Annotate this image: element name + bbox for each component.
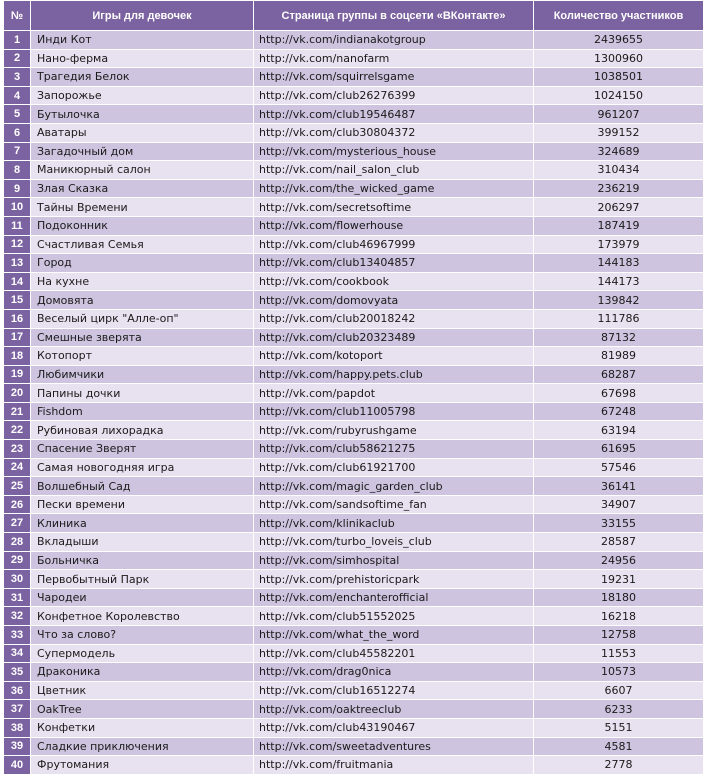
row-number: 31 [4, 588, 31, 607]
member-count: 5151 [534, 718, 704, 737]
game-name: Любимчики [31, 365, 254, 384]
group-url: http://vk.com/flowerhouse [254, 216, 534, 235]
row-number: 7 [4, 142, 31, 161]
table-row [4, 384, 704, 403]
member-count: 1024150 [534, 86, 704, 105]
table-row [4, 551, 704, 570]
table-row [4, 347, 704, 366]
game-name: Нано-ферма [31, 49, 254, 68]
header-count: Количество участников [534, 1, 704, 31]
group-url: http://vk.com/club20323489 [254, 328, 534, 347]
group-url: http://vk.com/the_wicked_game [254, 179, 534, 198]
member-count: 961207 [534, 105, 704, 124]
group-url: http://vk.com/simhospital [254, 551, 534, 570]
row-number: 32 [4, 607, 31, 626]
member-count: 16218 [534, 607, 704, 626]
row-number: 2 [4, 49, 31, 68]
table-row [4, 272, 704, 291]
row-number: 28 [4, 533, 31, 552]
header-url: Страница группы в соцсети «ВКонтакте» [254, 1, 534, 31]
row-number: 13 [4, 254, 31, 273]
member-count: 187419 [534, 216, 704, 235]
game-name: Запорожье [31, 86, 254, 105]
table-row [4, 700, 704, 719]
member-count: 310434 [534, 161, 704, 180]
game-name: Что за слово? [31, 626, 254, 645]
table-row [4, 309, 704, 328]
row-number: 29 [4, 551, 31, 570]
group-url: http://vk.com/cookbook [254, 272, 534, 291]
group-url: http://vk.com/fruitmania [254, 756, 534, 775]
group-url: http://vk.com/club20018242 [254, 309, 534, 328]
member-count: 67698 [534, 384, 704, 403]
row-number: 12 [4, 235, 31, 254]
game-name: Больничка [31, 551, 254, 570]
member-count: 19231 [534, 570, 704, 589]
group-url: http://vk.com/secretsoftime [254, 198, 534, 217]
table-row [4, 495, 704, 514]
table-row [4, 514, 704, 533]
row-number: 23 [4, 440, 31, 459]
group-url: http://vk.com/club61921700 [254, 458, 534, 477]
group-url: http://vk.com/kotoport [254, 347, 534, 366]
group-url: http://vk.com/club16512274 [254, 681, 534, 700]
game-name: Котопорт [31, 347, 254, 366]
row-number: 39 [4, 737, 31, 756]
game-name: Домовята [31, 291, 254, 310]
table-row [4, 216, 704, 235]
group-url: http://vk.com/club26276399 [254, 86, 534, 105]
table-row [4, 291, 704, 310]
row-number: 22 [4, 421, 31, 440]
row-number: 6 [4, 123, 31, 142]
row-number: 37 [4, 700, 31, 719]
row-number: 20 [4, 384, 31, 403]
group-url: http://vk.com/club43190467 [254, 718, 534, 737]
table-row [4, 105, 704, 124]
game-name: Смешные зверята [31, 328, 254, 347]
member-count: 61695 [534, 440, 704, 459]
group-url: http://vk.com/club45582201 [254, 644, 534, 663]
row-number: 1 [4, 31, 31, 50]
group-url: http://vk.com/klinikaclub [254, 514, 534, 533]
game-name: Бутылочка [31, 105, 254, 124]
group-url: http://vk.com/papdot [254, 384, 534, 403]
member-count: 111786 [534, 309, 704, 328]
row-number: 40 [4, 756, 31, 775]
member-count: 34907 [534, 495, 704, 514]
game-name: Чародеи [31, 588, 254, 607]
table-row [4, 588, 704, 607]
table-row [4, 161, 704, 180]
table-row [4, 123, 704, 142]
group-url: http://vk.com/nanofarm [254, 49, 534, 68]
row-number: 3 [4, 68, 31, 87]
header-game: Игры для девочек [31, 1, 254, 31]
member-count: 81989 [534, 347, 704, 366]
game-name: Тайны Времени [31, 198, 254, 217]
header-num: № [4, 1, 31, 31]
game-name: Вкладыши [31, 533, 254, 552]
table-row [4, 198, 704, 217]
group-url: http://vk.com/happy.pets.club [254, 365, 534, 384]
group-url: http://vk.com/club11005798 [254, 402, 534, 421]
member-count: 12758 [534, 626, 704, 645]
game-name: OakTree [31, 700, 254, 719]
group-url: http://vk.com/domovyata [254, 291, 534, 310]
group-url: http://vk.com/enchanterofficial [254, 588, 534, 607]
row-number: 8 [4, 161, 31, 180]
member-count: 236219 [534, 179, 704, 198]
member-count: 144183 [534, 254, 704, 273]
game-name: На кухне [31, 272, 254, 291]
member-count: 63194 [534, 421, 704, 440]
row-number: 30 [4, 570, 31, 589]
row-number: 9 [4, 179, 31, 198]
table-row [4, 644, 704, 663]
table-row [4, 663, 704, 682]
table-row [4, 179, 704, 198]
group-url: http://vk.com/turbo_loveis_club [254, 533, 534, 552]
game-name: Пески времени [31, 495, 254, 514]
table-row [4, 254, 704, 273]
game-name: Волшебный Сад [31, 477, 254, 496]
game-name: Драконика [31, 663, 254, 682]
row-number: 15 [4, 291, 31, 310]
row-number: 11 [4, 216, 31, 235]
member-count: 68287 [534, 365, 704, 384]
member-count: 36141 [534, 477, 704, 496]
group-url: http://vk.com/what_the_word [254, 626, 534, 645]
member-count: 87132 [534, 328, 704, 347]
game-name: Конфетное Королевство [31, 607, 254, 626]
table-row [4, 626, 704, 645]
row-number: 14 [4, 272, 31, 291]
member-count: 18180 [534, 588, 704, 607]
member-count: 28587 [534, 533, 704, 552]
game-name: Веселый цирк "Алле-оп" [31, 309, 254, 328]
row-number: 26 [4, 495, 31, 514]
row-number: 38 [4, 718, 31, 737]
group-url: http://vk.com/club51552025 [254, 607, 534, 626]
member-count: 10573 [534, 663, 704, 682]
member-count: 144173 [534, 272, 704, 291]
table-row [4, 718, 704, 737]
header-row [4, 1, 704, 31]
table-row [4, 365, 704, 384]
vk-groups-table [3, 0, 704, 775]
game-name: Fishdom [31, 402, 254, 421]
game-name: Аватары [31, 123, 254, 142]
table-row [4, 235, 704, 254]
row-number: 16 [4, 309, 31, 328]
member-count: 1300960 [534, 49, 704, 68]
table-row [4, 458, 704, 477]
row-number: 5 [4, 105, 31, 124]
group-url: http://vk.com/drag0nica [254, 663, 534, 682]
group-url: http://vk.com/mysterious_house [254, 142, 534, 161]
member-count: 324689 [534, 142, 704, 161]
table-row [4, 737, 704, 756]
game-name: Сладкие приключения [31, 737, 254, 756]
member-count: 11553 [534, 644, 704, 663]
row-number: 35 [4, 663, 31, 682]
game-name: Подоконник [31, 216, 254, 235]
row-number: 25 [4, 477, 31, 496]
game-name: Загадочный дом [31, 142, 254, 161]
group-url: http://vk.com/sandsoftime_fan [254, 495, 534, 514]
table-row [4, 402, 704, 421]
row-number: 36 [4, 681, 31, 700]
game-name: Первобытный Парк [31, 570, 254, 589]
game-name: Супермодель [31, 644, 254, 663]
member-count: 2439655 [534, 31, 704, 50]
game-name: Папины дочки [31, 384, 254, 403]
group-url: http://vk.com/nail_salon_club [254, 161, 534, 180]
game-name: Маникюрный салон [31, 161, 254, 180]
member-count: 57546 [534, 458, 704, 477]
table-row [4, 31, 704, 50]
game-name: Конфетки [31, 718, 254, 737]
member-count: 399152 [534, 123, 704, 142]
table-row [4, 477, 704, 496]
table-body [4, 31, 704, 775]
table-row [4, 756, 704, 775]
group-url: http://vk.com/indianakotgroup [254, 31, 534, 50]
row-number: 34 [4, 644, 31, 663]
row-number: 18 [4, 347, 31, 366]
table-row [4, 607, 704, 626]
table-row [4, 142, 704, 161]
table-row [4, 533, 704, 552]
member-count: 67248 [534, 402, 704, 421]
group-url: http://vk.com/prehistoricpark [254, 570, 534, 589]
member-count: 6233 [534, 700, 704, 719]
game-name: Спасение Зверят [31, 440, 254, 459]
group-url: http://vk.com/club19546487 [254, 105, 534, 124]
row-number: 24 [4, 458, 31, 477]
row-number: 27 [4, 514, 31, 533]
group-url: http://vk.com/oaktreeclub [254, 700, 534, 719]
game-name: Счастливая Семья [31, 235, 254, 254]
game-name: Фрутомания [31, 756, 254, 775]
member-count: 6607 [534, 681, 704, 700]
member-count: 139842 [534, 291, 704, 310]
row-number: 17 [4, 328, 31, 347]
member-count: 2778 [534, 756, 704, 775]
game-name: Самая новогодняя игра [31, 458, 254, 477]
group-url: http://vk.com/club13404857 [254, 254, 534, 273]
game-name: Клиника [31, 514, 254, 533]
group-url: http://vk.com/squirrelsgame [254, 68, 534, 87]
table-row [4, 328, 704, 347]
table-row [4, 421, 704, 440]
row-number: 33 [4, 626, 31, 645]
member-count: 4581 [534, 737, 704, 756]
row-number: 21 [4, 402, 31, 421]
game-name: Трагедия Белок [31, 68, 254, 87]
table-row [4, 570, 704, 589]
group-url: http://vk.com/club30804372 [254, 123, 534, 142]
group-url: http://vk.com/magic_garden_club [254, 477, 534, 496]
table-row [4, 440, 704, 459]
member-count: 206297 [534, 198, 704, 217]
table-row [4, 681, 704, 700]
row-number: 10 [4, 198, 31, 217]
game-name: Цветник [31, 681, 254, 700]
table-row [4, 49, 704, 68]
game-name: Инди Кот [31, 31, 254, 50]
table-row [4, 68, 704, 87]
game-name: Рубиновая лихорадка [31, 421, 254, 440]
game-name: Злая Сказка [31, 179, 254, 198]
member-count: 173979 [534, 235, 704, 254]
group-url: http://vk.com/club46967999 [254, 235, 534, 254]
game-name: Город [31, 254, 254, 273]
member-count: 1038501 [534, 68, 704, 87]
table-row [4, 86, 704, 105]
member-count: 24956 [534, 551, 704, 570]
group-url: http://vk.com/club58621275 [254, 440, 534, 459]
group-url: http://vk.com/rubyrushgame [254, 421, 534, 440]
row-number: 4 [4, 86, 31, 105]
group-url: http://vk.com/sweetadventures [254, 737, 534, 756]
member-count: 33155 [534, 514, 704, 533]
row-number: 19 [4, 365, 31, 384]
